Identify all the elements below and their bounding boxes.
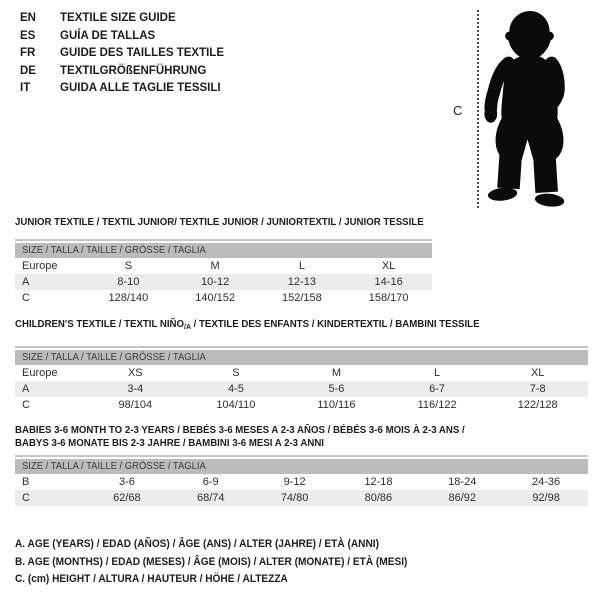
row-label: C xyxy=(22,492,30,504)
lang-label: GUIDA ALLE TAGLIE TESSILI xyxy=(60,82,221,94)
section-babies xyxy=(15,424,588,506)
size-value: 6-9 xyxy=(202,476,219,488)
lang-label: GUIDE DES TAILLES TEXTILE xyxy=(60,47,224,59)
height-dotted-line xyxy=(477,10,479,208)
table-row xyxy=(15,365,588,381)
section-children xyxy=(15,318,588,413)
row-label: A xyxy=(22,383,30,395)
size-value: S xyxy=(232,367,240,379)
size-value: 62/68 xyxy=(113,492,141,504)
lang-code: DE xyxy=(20,64,36,77)
size-value: L xyxy=(434,367,441,379)
title-subscript: /A xyxy=(184,322,191,331)
size-header-bar: SIZE / TALLA / TAILLE / GRÖSSE / TAGLIA xyxy=(15,243,432,258)
size-value: 9-12 xyxy=(283,476,306,488)
lang-row-es xyxy=(20,28,224,46)
size-value: 6-7 xyxy=(429,383,446,395)
table-row xyxy=(15,474,588,490)
size-value: XS xyxy=(127,367,143,379)
size-header-bar: SIZE / TALLA / TAILLE / GRÖSSE / TAGLIA xyxy=(15,350,588,365)
size-value: 12-18 xyxy=(364,476,393,488)
size-value: 128/140 xyxy=(108,292,149,304)
section-title-line2: BABYS 3-6 MONATE BIS 2-3 JAHRE / BAMBINI 3-6 MESI A 2-3 ANNI xyxy=(15,437,324,449)
lang-code: ES xyxy=(20,29,36,42)
size-value: 104/110 xyxy=(216,399,256,411)
row-label: Europe xyxy=(22,367,58,379)
lang-code: IT xyxy=(20,82,31,94)
size-value: 5-6 xyxy=(328,383,345,395)
size-value: 7-8 xyxy=(529,383,546,395)
table-row xyxy=(15,381,588,397)
lang-row-it xyxy=(20,80,224,98)
height-measure-label: C xyxy=(453,103,463,118)
size-value: 116/122 xyxy=(417,399,457,411)
size-value: XL xyxy=(530,367,545,379)
table-row xyxy=(15,274,432,290)
size-value: 18-24 xyxy=(448,476,477,488)
table-row xyxy=(15,490,588,506)
table-row xyxy=(15,290,432,306)
children-size-table xyxy=(15,365,588,413)
section-title: CHILDREN'S TEXTILE / TEXTIL $NIÑO_{/A}$ / TEXTILE DES ENFANTS / KINDERTEXTIL / BAMBINI TESSILE xyxy=(15,318,480,331)
table-row xyxy=(15,258,432,274)
size-value: 12-13 xyxy=(287,276,316,288)
language-header xyxy=(20,10,224,98)
size-value: 4-5 xyxy=(227,383,244,395)
size-value: 110/116 xyxy=(317,399,356,411)
section-title: JUNIOR TEXTILE / TEXTIL JUNIOR/ TEXTILE JUNIOR / JUNIORTEXTIL / JUNIOR TESSILE xyxy=(15,216,424,228)
size-value: 74/80 xyxy=(280,492,309,504)
lang-label: GUÍA DE TALLAS xyxy=(60,29,156,42)
size-value: 80/86 xyxy=(364,492,393,504)
size-value: S xyxy=(124,260,133,272)
footnotes xyxy=(15,536,442,589)
lang-label: TEXTILE SIZE GUIDE xyxy=(60,12,176,24)
size-value: M xyxy=(210,260,220,272)
size-value: 152/158 xyxy=(281,292,322,304)
size-header-bar: SIZE / TALLA / TAILLE / GRÖSSE / TAGLIA xyxy=(15,459,588,474)
size-value: 92/98 xyxy=(532,492,560,504)
size-value: L xyxy=(298,260,305,272)
size-value: 68/74 xyxy=(196,492,225,504)
size-value: 98/104 xyxy=(118,399,153,411)
footnote-a: A. AGE (YEARS) / EDAD (AÑOS) / ÂGE (ANS) / ALTER (JAHRE) / ETÀ (ANNI) xyxy=(15,538,379,550)
section-junior xyxy=(15,216,432,306)
lang-row-fr xyxy=(20,45,224,63)
size-value: 86/92 xyxy=(448,492,476,504)
table-row xyxy=(15,397,588,413)
size-value: M xyxy=(331,367,342,379)
lang-code: FR xyxy=(20,47,36,59)
footnote-c: C. (cm) HEIGHT / ALTURA / HAUTEUR / HÖHE / ALTEZZA xyxy=(15,573,288,585)
lang-label: TEXTILGRÖßENFÜHRUNG xyxy=(60,64,207,77)
size-value: 24-36 xyxy=(532,476,561,488)
size-value: 8-10 xyxy=(117,276,140,288)
baby-silhouette-icon xyxy=(481,8,579,210)
row-label: C xyxy=(22,399,30,411)
row-label: A xyxy=(22,276,30,288)
lang-code: EN xyxy=(20,12,36,24)
row-label: C xyxy=(22,292,30,304)
size-value: 10-12 xyxy=(201,276,230,288)
size-value: 140/152 xyxy=(195,292,235,304)
section-title-line1: BABIES 3-6 MONTH TO 2-3 YEARS / BEBÉS 3-6 MESES A 2-3 AÑOS / BÉBÉS 3-6 MOIS À 2-3 ANS / xyxy=(15,424,465,436)
row-label: Europe xyxy=(22,260,58,272)
lang-row-de xyxy=(20,63,224,81)
size-value: 158/170 xyxy=(368,292,409,304)
row-label: B xyxy=(22,476,30,488)
size-value: 3-6 xyxy=(118,476,135,488)
size-value: 3-4 xyxy=(127,383,144,395)
size-value: XL xyxy=(381,260,396,272)
babies-size-table xyxy=(15,474,588,506)
size-value: 14-16 xyxy=(374,276,403,288)
footnote-b: B. AGE (MONTHS) / EDAD (MESES) / ÂGE (MOIS) / ALTER (MONATE) / ETÀ (MESI) xyxy=(15,555,408,568)
lang-row-en xyxy=(20,10,224,28)
size-value: 122/128 xyxy=(517,399,558,411)
junior-size-table xyxy=(15,258,432,306)
